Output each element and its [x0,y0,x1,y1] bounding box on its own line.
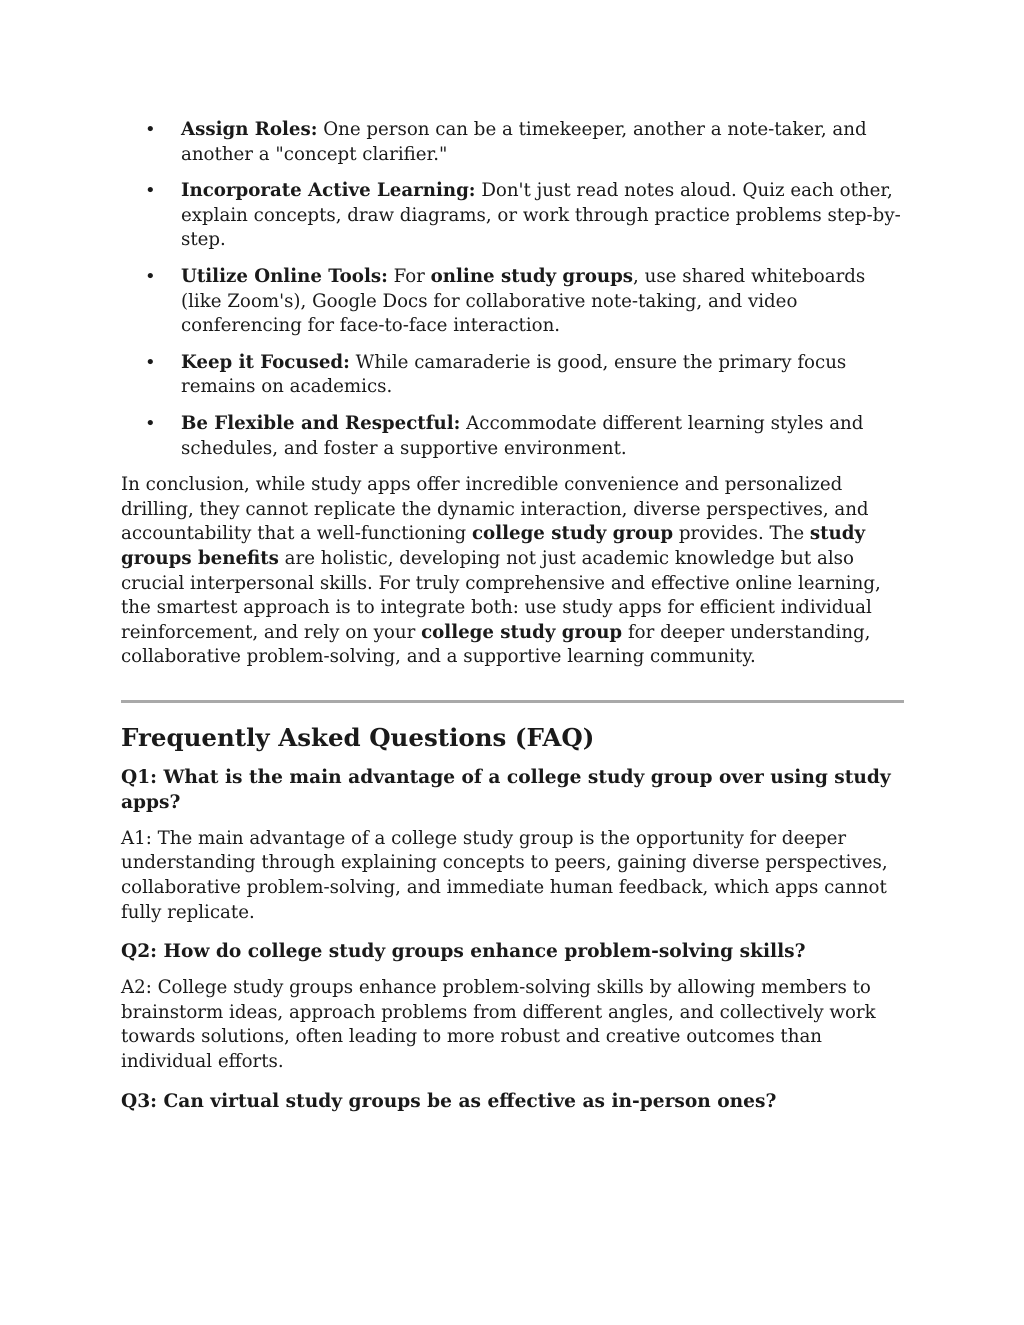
section-divider [121,700,904,703]
tip-label: Assign Roles: [181,119,318,140]
faq-question: Q3: Can virtual study groups be as effective as in-person ones? [121,1090,777,1112]
tip-text: , use shared whiteboards (like Zoom's), Google Docs for collaborative note-taking, and video conferencing for face-to-face interaction. [181,265,866,337]
faq-question: Q1: What is the main advantage of a college study group over using study apps? [121,766,891,813]
list-item [121,118,904,167]
conclusion-keyword: college study group [471,523,674,545]
list-item [121,412,904,461]
conclusion-paragraph [121,473,904,670]
tip-label: Keep it Focused: [181,351,350,373]
tip-text: One person can be a timekeeper, another a note-taker, and another a "concept clarifier." [181,119,867,165]
tip-label: Utilize Online Tools: [181,265,388,287]
tip-text-pre: For [387,265,431,287]
tip-label: Incorporate Active Learning: [181,180,476,202]
list-item [121,351,904,400]
conclusion-text: provides. The [673,523,810,545]
conclusion-keyword: study groups benefits [121,523,866,569]
list-item [121,265,904,339]
conclusion-text: In conclusion, while study apps offer incredible convenience and personalized drilling, they cannot replicate the dynamic interaction, diverse perspectives, and accountability that a well-functioning [121,474,869,545]
faq-answer: A1: The main advantage of a college study group is the opportunity for deeper understanding through explaining concepts to peers, gaining diverse perspectives, collaborative problem-solving, and immediate human feedback, which apps cannot fully replicate. [121,827,888,923]
conclusion-text: are holistic, developing not just academic knowledge but also crucial interpersonal skills. For truly comprehensive and effective online learning, the smartest approach is to integrate both: use study apps for efficient individual reinforcement, and rely on your [121,547,881,643]
tip-keyword: online study groups [430,265,634,287]
document-page [121,118,904,1114]
list-item [121,179,904,253]
tip-text: While camaraderie is good, ensure the primary focus remains on academics. [181,351,847,398]
tip-label: Be Flexible and Respectful: [181,412,461,434]
faq-heading: Frequently Asked Questions (FAQ) [121,722,595,752]
tip-text: Don't just read notes aloud. Quiz each other, explain concepts, draw diagrams, or work through practice problems step-by-step. [181,180,901,251]
tip-text: Accommodate different learning styles and schedules, and foster a supportive environment. [181,412,864,459]
faq-question: Q2: How do college study groups enhance problem-solving skills? [121,941,806,963]
faq-answer: A2: College study groups enhance problem-solving skills by allowing members to brainstorm ideas, approach problems from different angles, and collectively work towards solutions, often leading to more robust and creative outcomes than individual efforts. [121,977,876,1073]
conclusion-text: for deeper understanding, collaborative problem-solving, and a supportive learning community. [121,621,871,668]
tips-list [121,118,904,461]
conclusion-keyword: college study group [421,621,623,643]
